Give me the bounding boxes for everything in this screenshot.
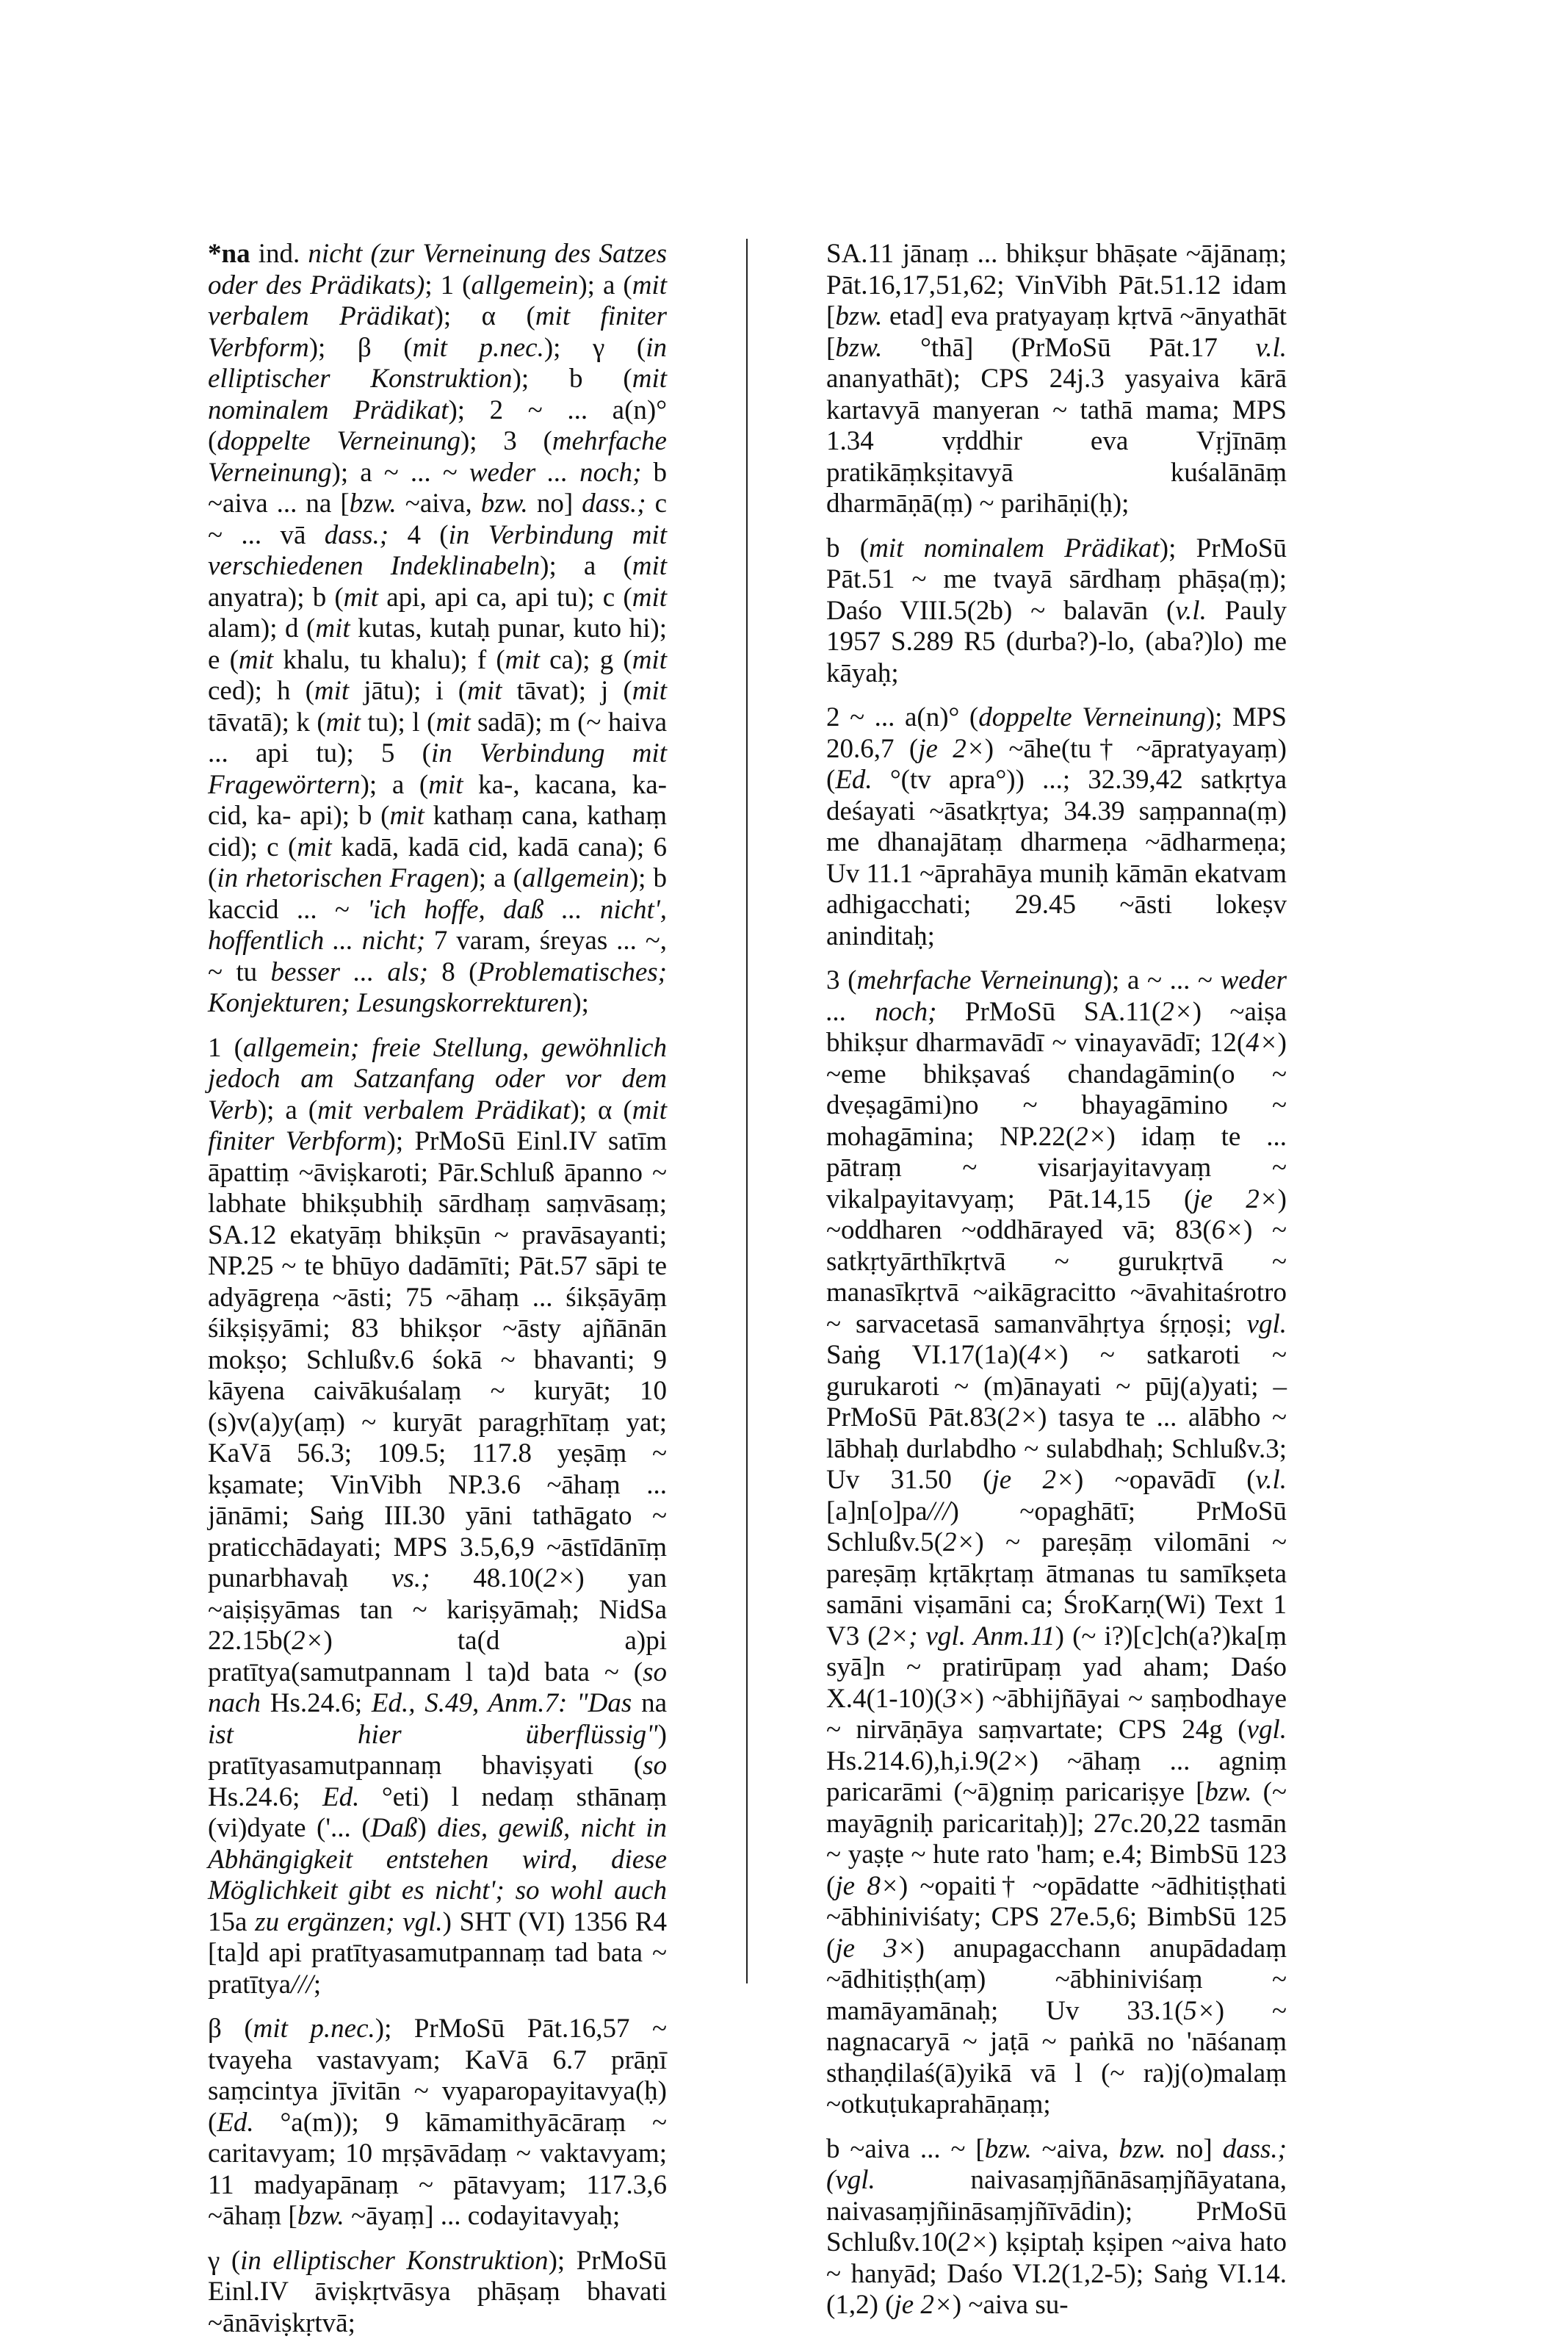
text-segment: ) ~ nagnacaryā ~ jaṭā ~ paṅkā no 'nāśanaṃ sthaṇḍilaś(ā)yikā vā l (~ ra)j(o)malaṃ ~otkuṭukaprahāṇaṃ; <box>826 1996 1287 2120</box>
italic-text: mit <box>390 801 424 831</box>
text-segment: ) ~eme bhikṣavaś chandagāmin(o ~ dveṣagāmi)no ~ bhayagāmino ~ mohagāmina; NP.22( <box>826 1028 1287 1152</box>
text-segment: alam); d ( <box>208 613 315 644</box>
italic-text: in rhetorischen Fragen <box>217 863 469 893</box>
text-segment: ) yan ~aiṣiṣyāmas tan ~ kariṣyāmaḥ; NidSa 22.15b( <box>208 1563 667 1656</box>
italic-text: 2× <box>1006 1402 1038 1432</box>
italic-text: Daß <box>371 1813 418 1843</box>
text-segment: 4 ( <box>389 520 449 550</box>
text-segment: ); PrMoSū Pāt.51 ~ me tvayā sārdhaṃ phāṣa(ṃ); Daśo VIII.5(2b) ~ balavān ( <box>826 533 1287 626</box>
italic-text: je 2× <box>992 1465 1075 1495</box>
text-segment: ); <box>572 988 589 1018</box>
text-segment: b ~aiva ... ~ [ <box>826 2134 985 2164</box>
italic-text: 5× <box>1183 1996 1215 2026</box>
italic-text: dass.; (vgl. <box>826 2134 1287 2196</box>
column-divider <box>746 239 748 1983</box>
text-segment: no] <box>1166 2134 1223 2164</box>
text-segment: c ~ ... vā <box>208 489 667 550</box>
text-segment: api, api ca, api tu); c ( <box>378 583 632 613</box>
italic-text: dass.; <box>325 520 389 550</box>
text-segment: ) ~ satkṛtyārthīkṛtvā ~ gurukṛtvā ~ manasīkṛtvā ~aikāgracitto ~āvahitaśrotro ~ sarvacetasā samanvāhṛtya śṛṇoṣi; <box>826 1215 1287 1339</box>
text-segment: ) ~oddharen ~oddhārayed vā; 83( <box>826 1184 1287 1246</box>
italic-text: mit finiter Verbform <box>208 1095 667 1157</box>
italic-text: 3× <box>943 1684 975 1714</box>
italic-text: mit <box>315 613 350 644</box>
entry-paragraph <box>208 2014 667 2232</box>
text-segment: ) ~āhe(tu† ~āpratyayaṃ) ( <box>826 734 1287 796</box>
text-segment: ); a ( <box>578 270 632 300</box>
italic-text: 6× <box>1212 1215 1243 1245</box>
text-segment: Hs.24.6; <box>261 1688 372 1718</box>
italic-text: 2× <box>956 2227 988 2257</box>
text-segment: ); a ( <box>258 1095 317 1125</box>
italic-text: /// <box>291 1969 314 2000</box>
italic-text: 2× <box>543 1563 575 1593</box>
text-segment: ) ~aiva su- <box>953 2290 1069 2320</box>
text-segment: tāvat); j ( <box>502 676 632 706</box>
italic-text: mit <box>344 583 378 613</box>
text-segment: Pauly 1957 S.289 R5 (durba?)-lo, (aba?)lo) me kāyaḥ; <box>826 596 1287 688</box>
entry-paragraph <box>826 2134 1287 2321</box>
text-segment: ) ~opaiti† ~opādatte ~ādhitiṣṭhati ~ābhiniviśaty; CPS 27e.5,6; BimbSū 125 ( <box>826 1871 1287 1964</box>
italic-text: 2× <box>997 1746 1029 1776</box>
text-segment: kutas, kutaḥ punar, kuto hi); e ( <box>208 613 667 675</box>
italic-text: bzw. <box>1204 1777 1251 1807</box>
text-segment: °a(m)); 9 kāmamithyācāraṃ ~ caritavyam; 10 mṛṣāvādaṃ ~ vaktavyam; 11 madyapānaṃ ~ pātavyam; 117.3,6 ~āhaṃ [ <box>208 2108 667 2232</box>
text-segment: ind. <box>250 239 308 269</box>
text-segment: ); γ ( <box>544 333 646 363</box>
text-segment: ); MPS 20.6,7 ( <box>826 702 1287 764</box>
text-segment: ca); g ( <box>540 645 632 675</box>
italic-text: mehrfache Verneinung <box>856 965 1102 995</box>
text-segment: ~āyaṃ] ... codayitavyaḥ; <box>344 2201 621 2231</box>
text-segment: 2 ~ ... a(n)° ( <box>826 702 978 732</box>
text-segment: na <box>632 1688 667 1718</box>
text-segment: ka-, kacana, ka- cid, ka- api); b ( <box>208 770 667 832</box>
text-segment: ); PrMoSū Einl.IV āviṣkṛtvāsya phāṣaṃ bhavati ~ānāviṣkṛtvā; <box>208 2246 667 2338</box>
italic-text: bzw. <box>835 333 882 363</box>
text-segment: ) ~ābhijñāyai ~ saṃbodhaye ~ nirvāṇāya saṃvartate; CPS 24g ( <box>826 1684 1287 1745</box>
right-column <box>826 239 1287 2321</box>
italic-text: Ed. <box>217 2108 253 2138</box>
text-segment: ) ta(d a)pi pratītya(samutpannam l ta)d bata ~ ( <box>208 1626 667 1687</box>
italic-text: mit nominalem Prädikat <box>208 364 667 425</box>
italic-text: nicht (zur Verneinung des Satzes oder des Prädikats) <box>208 239 667 300</box>
italic-text: in Verbindung mit verschiedenen Indeklinabeln <box>208 520 667 582</box>
text-segment: Saṅg VI.17(1a)( <box>826 1340 1027 1370</box>
text-segment: SA.11 jānaṃ ... bhikṣur bhāṣate ~ājānaṃ; Pāt.16,17,51,62; VinVibh Pāt.51.12 idam [ <box>826 239 1287 331</box>
italic-text: so <box>643 1751 667 1781</box>
italic-text: besser ... als; <box>270 957 427 987</box>
italic-text: 4× <box>1027 1340 1059 1370</box>
italic-text: 2× <box>1160 997 1192 1027</box>
italic-text: vs.; <box>391 1563 430 1593</box>
text-segment: sadā); m (~ haiva ... api tu); 5 ( <box>208 707 667 769</box>
italic-text: mit verbalem Prädikat <box>208 270 667 332</box>
text-segment: no] <box>528 489 582 519</box>
italic-text: bzw. <box>835 301 882 331</box>
italic-text: bzw. <box>297 2201 344 2231</box>
text-segment: ); PrMoSū Pāt.16,57 ~ tvayeha vastavyam; KaVā 6.7 prāṇī saṃcintya jīvitān ~ vyaparopayitavya(ḥ) ( <box>208 2014 667 2138</box>
italic-text: Ed., S.49, Anm.7: "Das <box>372 1688 632 1718</box>
italic-text: mit <box>632 551 667 581</box>
italic-text: weder ... noch; <box>826 965 1287 1027</box>
text-segment: ) kṣiptaḥ kṣipen ~aiva hato ~ hanyād; Daśo VI.2(1,2-5); Saṅg VI.14.(1,2) ( <box>826 2227 1287 2320</box>
italic-text: mit nominalem Prädikat <box>869 533 1160 563</box>
text-segment: ); b ( <box>513 364 632 394</box>
italic-text: 2× <box>292 1626 323 1656</box>
italic-text: allgemein; freie Stellung, gewöhnlich jedoch am Satzanfang oder vor dem Verb <box>208 1033 667 1125</box>
text-segment: ) <box>417 1813 437 1843</box>
italic-text: je 8× <box>835 1871 899 1901</box>
text-segment: ); a ~ ... ~ <box>332 458 469 488</box>
text-segment: 3 ( <box>826 965 856 995</box>
italic-text: 2× <box>1074 1122 1106 1152</box>
italic-text: Problematisches; Konjekturen; Lesungskorrekturen <box>208 957 667 1019</box>
text-segment: ); a ~ ... ~ <box>1103 965 1221 995</box>
italic-text: bzw. <box>481 489 528 519</box>
text-segment: Hs.24.6; <box>208 1782 322 1812</box>
text-segment: ); b kaccid ... ~ <box>208 863 667 925</box>
italic-text: v.l. <box>1256 1465 1287 1495</box>
lemma-headword: *na <box>208 239 250 269</box>
text-segment: 7 varam, śreyas ... ~, ~ tu <box>208 926 667 987</box>
italic-text: mit <box>467 676 502 706</box>
italic-text: bzw. <box>350 489 397 519</box>
italic-text: 4× <box>1246 1028 1277 1058</box>
italic-text: mit <box>436 707 470 738</box>
text-segment: ) ~ pareṣāṃ vilomāni ~ pareṣāṃ kṛtākṛtaṃ ātmanas tu samīkṣeta samāni viṣamāni ca; ŚroKarṇ(Wi) Text 1 V3 ( <box>826 1527 1287 1651</box>
text-segment: kathaṃ cana, kathaṃ cid); c ( <box>208 801 667 862</box>
italic-text: mit <box>632 583 667 613</box>
italic-text: v.l. <box>1175 596 1206 626</box>
text-segment: ); a ( <box>540 551 632 581</box>
entry-paragraph <box>826 533 1287 690</box>
text-segment: ) pratītyasamutpannaṃ bhaviṣyati ( <box>208 1720 667 1781</box>
text-segment: anyatra); b ( <box>208 583 344 613</box>
italic-text: mit finiter Verbform <box>208 301 667 363</box>
text-segment: ) ~opavādī ( <box>1074 1465 1256 1495</box>
left-column <box>208 239 667 2339</box>
text-segment: ); a ( <box>361 770 429 800</box>
italic-text: 2×; vgl. Anm.11 <box>877 1621 1055 1651</box>
italic-text: 'ich hoffe, daß ... nicht', hoffentlich ... nicht; <box>208 895 667 956</box>
entry-paragraph <box>826 239 1287 520</box>
text-segment: °thā] (PrMoSū Pāt.17 <box>882 333 1255 363</box>
italic-text: mit <box>632 645 667 675</box>
text-segment: ) idaṃ te ... pātraṃ ~ visarjayitavyaṃ ~ vikalpayitavyaṃ; Pāt.14,15 ( <box>826 1122 1287 1214</box>
text-segment: ) ~ satkaroti ~ gurukaroti ~ (m)ānayati ~ pūj(a)yati; – PrMoSū Pāt.83( <box>826 1340 1287 1432</box>
italic-text: vgl. <box>1247 1309 1287 1339</box>
text-segment: ) ~opaghātī; PrMoSū Schlußv.5( <box>826 1496 1287 1558</box>
entry-paragraph <box>208 239 667 1020</box>
entry-paragraph <box>208 1033 667 2001</box>
text-segment: 8 ( <box>428 957 477 987</box>
text-segment: 48.10( <box>430 1563 543 1593</box>
italic-text: doppelte Verneinung <box>217 426 460 456</box>
italic-text: bzw. <box>985 2134 1032 2164</box>
text-segment: 1 ( <box>208 1033 243 1063</box>
italic-text: in Verbindung mit Fragewörtern <box>208 738 667 800</box>
italic-text: in elliptischer Konstruktion <box>240 2246 548 2276</box>
italic-text: dass.; <box>582 489 646 519</box>
text-segment: naivasaṃjñānāsaṃjñāyatana, naivasaṃjñināsaṃjñīvādin); PrMoSū Schlußv.10( <box>826 2165 1287 2257</box>
italic-text: allgemein <box>471 270 578 300</box>
text-segment: ) ~aiṣa bhikṣur dharmavādī ~ vinayavādī; 12( <box>826 997 1287 1059</box>
entry-paragraph <box>208 2246 667 2339</box>
text-segment: Hs.214.6),h,i.9( <box>826 1746 997 1776</box>
text-segment: tāvatā); k ( <box>208 707 326 738</box>
text-segment: [a]n[o]pa <box>826 1496 928 1527</box>
italic-text: mit p.nec. <box>413 333 544 363</box>
italic-text: mit <box>239 645 273 675</box>
text-segment: b ( <box>826 533 869 563</box>
text-segment: tu); l ( <box>361 707 436 738</box>
text-segment: ); PrMoSū Einl.IV satīm āpattiṃ ~āviṣkaroti; Pār.Schluß āpanno ~ labhate bhikṣubhiḥ sārdhaṃ saṃvāsaṃ; SA.12 ekatyāṃ bhikṣūn ~ pravāsayanti; NP.25 ~ te bhūyo dadāmīti; Pāt.57 sāpi te adyāgreṇa ~āsti; 75 ~āhaṃ ... śikṣāyāṃ śikṣiṣyāmi; 83 bhikṣor ~āsty ajñānān mokṣo; Schlußv.6 śokā ~ bhavanti; 9 kāyena caivākuśalaṃ ~ kuryāt; 10 (s)v(a)y(aṃ) ~ kuryāt paragṛhītaṃ yat; KaVā 56.3; 109.5; 117.8 yeṣāṃ ~ kṣamate; VinVibh NP.3.6 ~āhaṃ ... jānāmi; Saṅg III.30 yāni tathāgato ~ praticchādayati; MPS 3.5,6,9 ~āstīdānīṃ punarbhavaḥ <box>208 1126 667 1593</box>
italic-text: bzw. <box>1119 2134 1166 2164</box>
text-segment: ~aiva, <box>1032 2134 1119 2164</box>
italic-text: v.l. <box>1256 333 1287 363</box>
text-segment: khalu, tu khalu); f ( <box>273 645 505 675</box>
text-segment: ) SHT (VI) 1356 R4 [ta]d api pratītyasamutpannaṃ tad bata ~ pratītya <box>208 1907 667 2000</box>
text-segment: ) tasya te ... alābho ~ lābhaḥ durlabdho ~ sulabdhaḥ; Schlußv.3; Uv 31.50 ( <box>826 1402 1287 1495</box>
italic-text: mit verbalem Prädikat <box>317 1095 570 1125</box>
italic-text: Ed. <box>322 1782 359 1812</box>
italic-text: Ed. <box>835 765 872 795</box>
italic-text: mit p.nec. <box>253 2014 375 2044</box>
text-segment: ); β ( <box>309 333 413 363</box>
italic-text: in elliptischer Konstruktion <box>208 333 667 394</box>
italic-text: mit <box>632 676 667 706</box>
italic-text: mehrfache Verneinung <box>208 426 667 488</box>
text-segment: (~ mayāgniḥ paricaritaḥ)]; 27c.20,22 tasmān ~ yaṣṭe ~ hute rato 'ham; e.4; BimbSū 123 ( <box>826 1777 1287 1901</box>
text-segment: ); a ( <box>469 863 521 893</box>
text-segment: 15a <box>208 1907 255 1937</box>
text-segment: ) (~ i?)[c]ch(a?)ka[ṃ syā]n ~ pratirūpaṃ yad aham; Daśo X.4(1-10)( <box>826 1621 1287 1714</box>
text-segment: ) ~āhaṃ ... agniṃ paricarāmi (~ā)gniṃ paricariṣye [ <box>826 1746 1287 1808</box>
text-segment: jātu); i ( <box>349 676 467 706</box>
text-segment: γ ( <box>208 2246 240 2276</box>
italic-text: mit <box>428 770 463 800</box>
text-segment: ; <box>314 1969 321 2000</box>
italic-text: vgl. <box>1247 1715 1287 1745</box>
italic-text: ist hier überflüssig" <box>208 1720 658 1750</box>
italic-text: je 2× <box>894 2290 952 2320</box>
italic-text: allgemein <box>522 863 629 893</box>
italic-text: je 3× <box>835 1933 915 1964</box>
text-segment: β ( <box>208 2014 253 2044</box>
text-segment: b ~aiva ... na [ <box>208 458 667 519</box>
text-segment: ); α ( <box>570 1095 632 1125</box>
italic-text: doppelte Verneinung <box>978 702 1206 732</box>
italic-text: mit <box>314 676 349 706</box>
italic-text: je 2× <box>918 734 985 764</box>
italic-text: mit <box>297 832 331 862</box>
italic-text: zu ergänzen; vgl. <box>255 1907 442 1937</box>
text-segment: ); 2 ~ ... a(n)° ( <box>208 395 667 457</box>
text-segment: ); α ( <box>435 301 535 331</box>
text-segment: ~aiva, <box>397 489 481 519</box>
text-segment: ; 1 ( <box>424 270 471 300</box>
text-segment: kadā, kadā cid, kadā cana); 6 ( <box>208 832 667 894</box>
text-segment: ); 3 ( <box>460 426 552 456</box>
italic-text: mit <box>505 645 540 675</box>
italic-text: dies, gewiß, nicht in Abhängigkeit entstehen wird, diese Möglichkeit gibt es nicht'; so wohl auch <box>208 1813 667 1906</box>
text-segment: °eti) l nedaṃ sthānaṃ (vi)dyate ('... ( <box>208 1782 667 1844</box>
italic-text: 2× <box>943 1527 975 1557</box>
text-segment: etad] eva pratyayaṃ kṛtvā ~ānyathāt [ <box>826 301 1287 363</box>
italic-text: /// <box>928 1496 950 1527</box>
text-segment: PrMoSū SA.11( <box>936 997 1160 1027</box>
italic-text: mit <box>326 707 361 738</box>
italic-text: so nach <box>208 1657 667 1719</box>
entry-paragraph <box>826 702 1287 952</box>
entry-paragraph <box>826 965 1287 2121</box>
text-segment: ) anupagacchann anupādadaṃ ~ādhitiṣṭh(aṃ) ~ābhiniviśaṃ ~ mamāyamānaḥ; Uv 33.1( <box>826 1933 1287 2026</box>
text-segment: °(tv apra°)) ...; 32.39,42 satkṛtya deśayati ~āsatkṛtya; 34.39 saṃpanna(ṃ) me dhanajātaṃ dharmeṇa ~ādharmeṇa; Uv 11.1 ~āprahāya muniḥ kāmān ekatvam adhigacchati; 29.45 ~āsti lokeṣv aninditaḥ; <box>826 765 1287 951</box>
text-segment: ananyathāt); CPS 24j.3 yasyaiva kārā kartavyā manyeran ~ tathā mama; MPS 1.34 vṛddhir eva Vṛjīnāṃ pratikāṃkṣitavyā kuśalānāṃ dharmāṇā(ṃ) ~ parihāṇi(ḥ); <box>826 364 1287 519</box>
italic-text: je 2× <box>1193 1184 1277 1214</box>
italic-text: weder ... noch; <box>469 458 642 488</box>
text-segment: ced); h ( <box>208 676 314 706</box>
